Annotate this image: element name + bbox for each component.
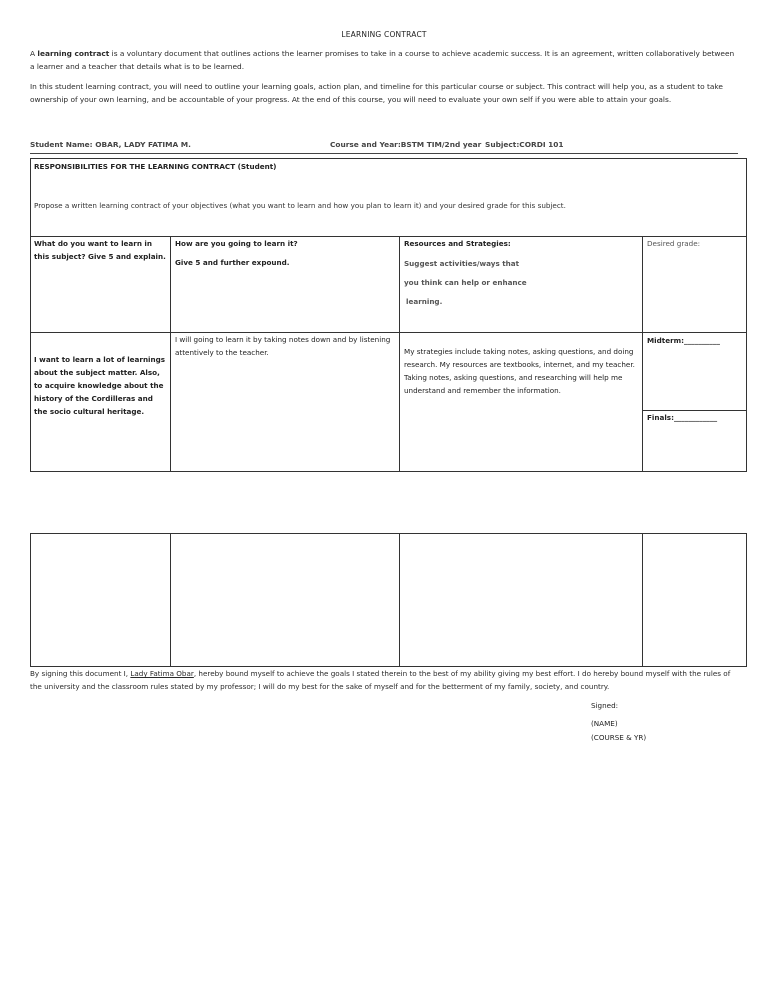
course-year: Course and Year:BSTM TIM/2nd year [330, 140, 482, 149]
header-resources-title: Resources and Strategies: [404, 239, 511, 248]
column-divider [399, 236, 400, 472]
midterm-grade: Midterm:__________ [647, 336, 720, 345]
header-how-title: How are you going to learn it? [175, 239, 298, 248]
name-placeholder: (NAME) [591, 719, 618, 728]
course-placeholder: (COURSE & YR) [591, 733, 647, 742]
intro-prefix: A [30, 49, 38, 58]
column-divider [170, 533, 171, 667]
document-title: LEARNING CONTRACT [341, 30, 427, 39]
intro-rest: is a voluntary document that outlines actions the learner promises to take in a course to achieve academic success. It is an agreement, written collaboratively between a learner and a teacher that details what is to be learned. [30, 49, 735, 71]
column-divider [170, 236, 171, 472]
signing-statement [30, 667, 744, 693]
signed-label: Signed: [591, 701, 619, 710]
signer-name: Lady Fatima Obar [130, 669, 194, 678]
column-divider [642, 533, 643, 667]
column-divider [399, 533, 400, 667]
header-what: What do you want to learn in this subject? Give 5 and explain. [34, 239, 166, 261]
subject: Subject:CORDI 101 [485, 140, 564, 149]
header-resources-sub: Suggest activities/ways that [404, 259, 520, 268]
answer-how: I will going to learn it by taking notes down and by listening attentively to the teacher. [175, 335, 391, 357]
answer-what: I want to learn a lot of learnings about the subject matter. Also, to acquire knowledge about the history of the Cordilleras and the socio cultural heritage. [34, 355, 166, 416]
intro-paragraph-2: In this student learning contract, you will need to outline your learning goals, action plan, and timeline for this particular course or subject. This contract will help you, as a student to take ownership of your own learning, and be accountable of your progress. At the end of this course, you will need to evaluate your own self if you were able to attain your goals. [30, 82, 723, 104]
empty-table [30, 533, 747, 667]
responsibilities-heading: RESPONSIBILITIES FOR THE LEARNING CONTRACT (Student) [34, 162, 277, 171]
header-desired-grade: Desired grade: [647, 239, 701, 248]
student-name: Student Name: OBAR, LADY FATIMA M. [30, 140, 191, 149]
header-how-sub: Give 5 and further expound. [175, 258, 290, 267]
learning-contract-term: learning contract [37, 49, 110, 58]
column-divider [642, 236, 643, 472]
header-resources-sub: you think can help or enhance [404, 278, 527, 287]
responsibilities-instruction: Propose a written learning contract of your objectives (what you want to learn and how you plan to learn it) and your desired grade for this subject. [34, 201, 566, 210]
finals-grade: Finals:____________ [647, 413, 718, 422]
info-divider [30, 153, 738, 154]
signing-prefix: By signing this document I, [30, 669, 131, 678]
intro-paragraph-1 [30, 47, 740, 73]
answer-resources: My strategies include taking notes, asking questions, and doing research. My resources are textbooks, internet, and my teacher. Taking notes, asking questions, and researching will help me understand and remember the information. [404, 347, 635, 395]
signing-rest: , hereby bound myself to achieve the goals I stated therein to the best of my ability giving my best effort. I do hereby bound myself with the rules of the university and the classroom rules stated by my professor; I will do my best for the sake of myself and for the betterment of my family, society, and country. [30, 669, 731, 691]
header-resources-sub: learning. [406, 297, 443, 306]
